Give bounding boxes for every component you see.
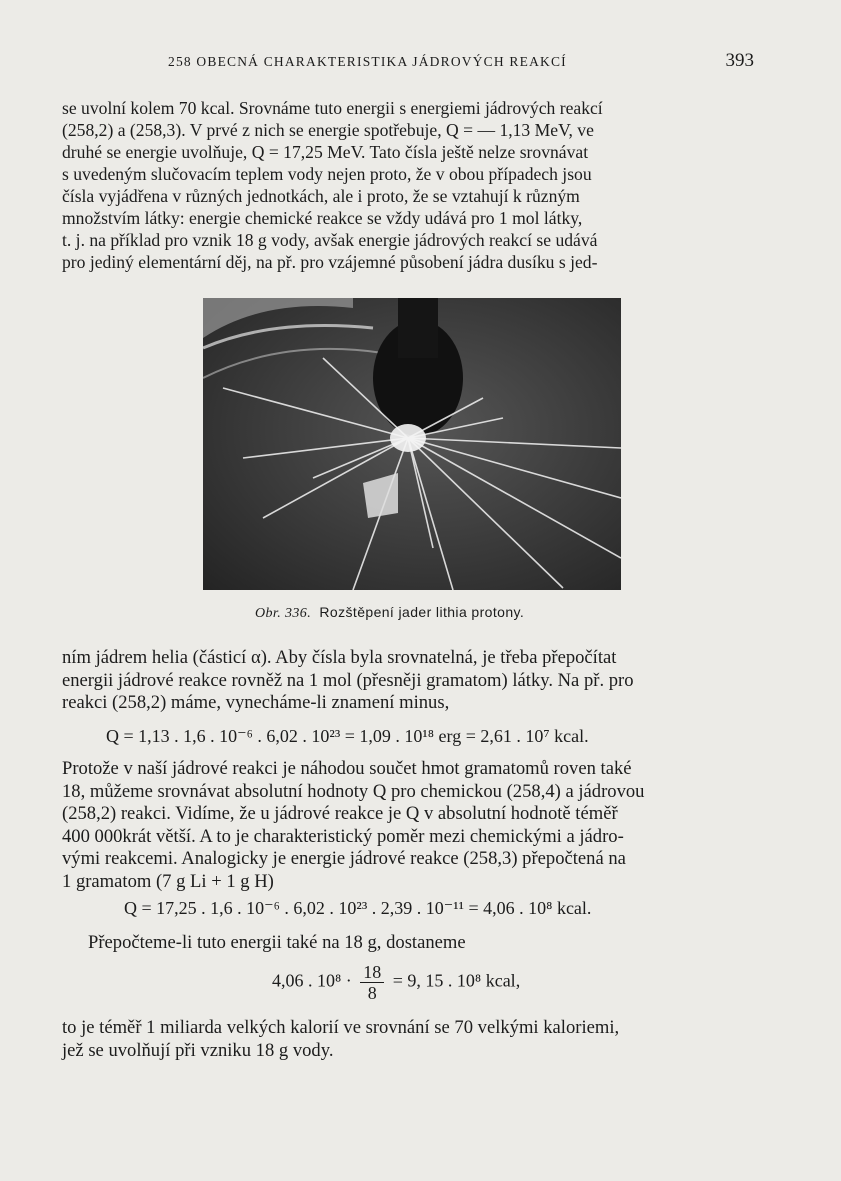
- equation-3: [272, 962, 520, 1003]
- paragraph-5: [62, 1017, 756, 1062]
- text-line: energii jádrové reakce rovněž na 1 mol (přesněji gramatom) látky. Na př. pro: [62, 669, 634, 691]
- page-header: [60, 50, 756, 80]
- text-line: vými reakcemi. Analogicky je energie jádrové reakce (258,3) přepočtená na: [62, 848, 626, 870]
- text-line: to je téměř 1 miliarda velkých kalorií ve srovnání se 70 velkými kaloriemi,: [62, 1017, 620, 1038]
- text-line: 18, můžeme srovnávat absolutní hodnoty Q pro chemickou (258,4) a jádrovou: [62, 780, 645, 802]
- text-line: se uvolní kolem 70 kcal. Srovnáme tuto energii s energiemi jádrových reakcí: [62, 98, 603, 118]
- cloud-chamber-photo: [203, 298, 621, 590]
- text-line: 400 000krát větší. A to je charakteristický poměr mezi chemickými a jádro-: [62, 825, 624, 847]
- text-line: Protože v naší jádrové reakci je náhodou součet hmot gramatomů roven také: [62, 758, 632, 779]
- fraction-numerator: 18: [360, 962, 384, 983]
- text-line: (258,2) reakci. Vidíme, že u jádrové reakce je Q v absolutní hodnotě téměř: [62, 803, 618, 825]
- equation-3-right: = 9, 15 . 10⁸ kcal,: [392, 970, 521, 991]
- fraction: [360, 962, 384, 1003]
- equation-2: Q = 17,25 . 1,6 . 10⁻⁶ . 6,02 . 10²³ . 2,39 . 10⁻¹¹ = 4,06 . 10⁸ kcal.: [124, 898, 592, 918]
- text-line: jež se uvolňují při vzniku 18 g vody.: [62, 1039, 334, 1061]
- text-line: t. j. na příklad pro vznik 18 g vody, avšak energie jádrových reakcí se udává: [62, 230, 598, 250]
- paragraph-1: [62, 97, 756, 273]
- paragraph-2: [62, 647, 756, 715]
- paragraph-3: [62, 758, 756, 894]
- running-head: 258 OBECNÁ CHARAKTERISTIKA JÁDROVÝCH REAKCÍ: [168, 54, 567, 69]
- text-line: množstvím látky: energie chemické reakce se vždy udává pro 1 mol látky,: [62, 208, 583, 228]
- text-line: (258,2) a (258,3). V prvé z nich se energie spotřebuje, Q = — 1,13 MeV, ve: [62, 120, 594, 140]
- text-line: čísla vyjádřena v různých jednotkách, ale i proto, že se vztahují k různým: [62, 186, 580, 206]
- equation-1: Q = 1,13 . 1,6 . 10⁻⁶ . 6,02 . 10²³ = 1,09 . 10¹⁸ erg = 2,61 . 10⁷ kcal.: [106, 726, 589, 746]
- figure-caption-text: Rozštěpení jader lithia protony.: [319, 604, 525, 620]
- photo-illustration: [203, 298, 621, 590]
- text-line: druhé se energie uvolňuje, Q = 17,25 MeV. Tato čísla ještě nelze srovnávat: [62, 142, 589, 162]
- text-line: pro jediný elementární děj, na př. pro vzájemné působení jádra dusíku s jed-: [62, 252, 598, 272]
- text-line: ním jádrem helia (částicí α). Aby čísla byla srovnatelná, je třeba přepočítat: [62, 647, 617, 668]
- text-line: Přepočteme-li tuto energii také na 18 g, dostaneme: [88, 932, 466, 953]
- page-number: 393: [725, 50, 754, 71]
- paragraph-4: [88, 932, 748, 955]
- text-line: s uvedeným slučovacím teplem vody nejen proto, že v obou případech jsou: [62, 164, 592, 184]
- equation-3-left: 4,06 . 10⁸ ·: [272, 970, 352, 991]
- figure-label: Obr. 336.: [255, 606, 312, 621]
- fraction-denominator: 8: [367, 983, 377, 1003]
- text-line: reakci (258,2) máme, vynecháme-li znamení minus,: [62, 692, 450, 714]
- text-line: 1 gramatom (7 g Li + 1 g H): [62, 870, 274, 892]
- figure-caption: [255, 604, 524, 622]
